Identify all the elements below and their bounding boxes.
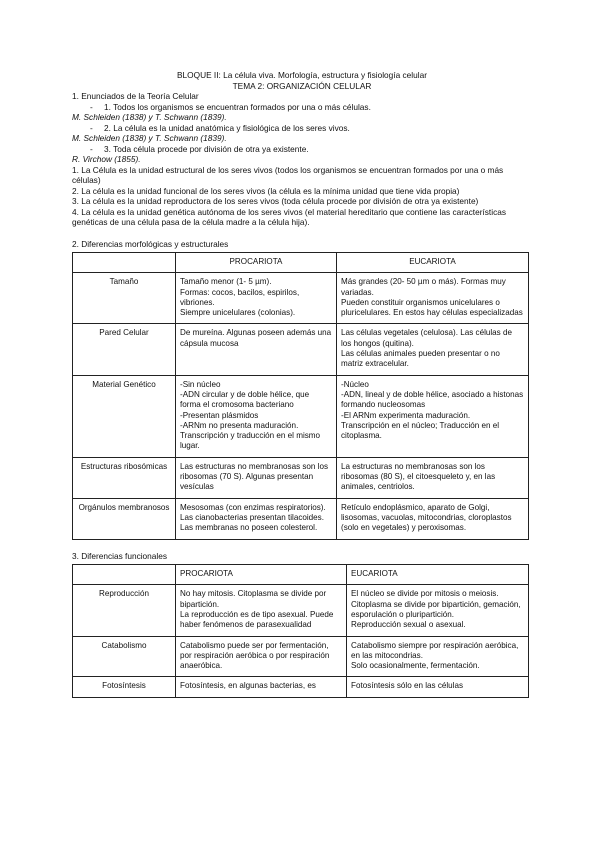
row-label: Fotosíntesis — [73, 677, 176, 697]
row-label: Orgánulos membranosos — [73, 498, 176, 539]
row-label: Tamaño — [73, 273, 176, 324]
table-row — [73, 636, 529, 677]
list-item — [72, 144, 532, 155]
table-row — [73, 677, 529, 697]
list-item-text: 2. La célula es la unidad anatómica y fisiológica de los seres vivos. — [104, 122, 350, 133]
paragraph: 4. La célula es la unidad genética autónoma de los seres vivos (el material hereditario que contiene las características genéticas de una célula pasa de la célula madre a la célula hija). — [72, 206, 506, 227]
document-subtitle: TEMA 2: ORGANIZACIÓN CELULAR — [232, 80, 372, 91]
table-header-row — [73, 253, 529, 273]
author-citation: M. Schleiden (1838) y T. Schwann (1839). — [72, 112, 227, 122]
eucariota-cell: Las células vegetales (celulosa). Las células de los hongos (quitina). Las células animales pueden presentar o no matriz extracelular. — [337, 324, 529, 375]
section2-heading: 2. Diferencias morfológicas y estructurales — [72, 238, 229, 249]
structural-differences-table — [72, 252, 529, 540]
list-item-text: 1. Todos los organismos se encuentran formados por una o más células. — [104, 101, 371, 112]
table-header-cell: PROCARIOTA — [176, 253, 337, 273]
eucariota-cell: Más grandes (20- 50 µm o más). Formas muy variadas. Pueden constituir organismos unicelulares o pluricelulares. En estos hay células especializadas — [337, 273, 529, 324]
procariota-cell: -Sin núcleo -ADN circular y de doble hélice, que forma el cromosoma bacteriano -Presentan plásmidos -ARNm no presenta maduración. Transcripción y traducción en el mismo lugar. — [176, 375, 337, 457]
table-row — [73, 273, 529, 324]
eucariota-cell: Catabolismo siempre por respiración aeróbica, en las mitocondrias. Solo ocasionalmente, fermentación. — [347, 636, 529, 677]
section3-heading: 3. Diferencias funcionales — [72, 550, 168, 561]
procariota-cell: Fotosíntesis, en algunas bacterias, es — [176, 677, 347, 697]
author-citation: R. Virchow (1855). — [72, 154, 141, 164]
procariota-cell: Mesosomas (con enzimas respiratorios). Las cianobacterias presentan tilacoides. Las membranas no poseen colesterol. — [176, 498, 337, 539]
table-header-cell — [73, 565, 176, 585]
table-row — [73, 498, 529, 539]
table-header-row — [73, 565, 529, 585]
eucariota-cell: La estructuras no membranosas son los ribosomas (80 S), el citoesqueleto y, en las animales, centriolos. — [337, 457, 529, 498]
table-header-cell: EUCARIOTA — [347, 565, 529, 585]
table-row — [73, 324, 529, 375]
procariota-cell: De mureína. Algunas poseen además una cápsula mucosa — [176, 324, 337, 375]
row-label: Material Genético — [73, 375, 176, 457]
table-header-cell: EUCARIOTA — [337, 253, 529, 273]
paragraph: 1. La Célula es la unidad estructural de los seres vivos (todos los organismos se encuentran formados por una o más células) — [72, 164, 504, 185]
row-label: Pared Celular — [73, 324, 176, 375]
document-page — [72, 70, 532, 698]
procariota-cell: Las estructuras no membranosas son los ribosomas (70 S). Algunas presentan vesículas — [176, 457, 337, 498]
table-header-cell — [73, 253, 176, 273]
author-citation: M. Schleiden (1838) y T. Schwann (1839). — [72, 133, 227, 143]
eucariota-cell: -Núcleo -ADN, lineal y de doble hélice, asociado a histonas formando nucleosomas -El ARNm experimenta maduración. Transcripción en el núcleo; Traducción en el citoplasma. — [337, 375, 529, 457]
bullet-dash: - — [90, 101, 93, 112]
table-row — [73, 457, 529, 498]
table-row — [73, 585, 529, 636]
section1-heading: 1. Enunciados de la Teoría Celular — [72, 91, 199, 101]
eucariota-cell: El núcleo se divide por mitosis o meiosis. Citoplasma se divide por bipartición, gemación, esporulación o pluripartición. Reproducción sexual o asexual. — [347, 585, 529, 636]
table-header-cell: PROCARIOTA — [176, 565, 347, 585]
list-item — [72, 102, 532, 113]
paragraph: 3. La célula es la unidad reproductora de los seres vivos (toda célula procede por división de otra ya existente) — [72, 196, 479, 206]
document-title: BLOQUE II: La célula viva. Morfología, estructura y fisiología celular — [177, 70, 427, 80]
row-label: Estructuras ribosómicas — [73, 457, 176, 498]
list-item-text: 3. Toda célula procede por división de otra ya existente. — [104, 143, 309, 154]
procariota-cell: Tamaño menor (1- 5 µm). Formas: cocos, bacilos, espirilos, vibriones. Siempre unicelulares (colonias). — [176, 273, 337, 324]
list-item — [72, 123, 532, 134]
functional-differences-table — [72, 564, 529, 698]
bullet-dash: - — [90, 122, 93, 133]
table-row — [73, 375, 529, 457]
eucariota-cell: Fotosíntesis sólo en las células — [347, 677, 529, 697]
row-label: Reproducción — [73, 585, 176, 636]
row-label: Catabolismo — [73, 636, 176, 677]
procariota-cell: No hay mitosis. Citoplasma se divide por bipartición. La reproducción es de tipo asexual. Puede haber fenómenos de parasexualidad — [176, 585, 347, 636]
paragraph: 2. La célula es la unidad funcional de los seres vivos (la célula es la mínima unidad que tiene vida propia) — [72, 185, 460, 196]
bullet-dash: - — [90, 143, 93, 154]
eucariota-cell: Retículo endoplásmico, aparato de Golgi, lisosomas, vacuolas, mitocondrias, cloroplastos (solo en vegetales) y peroxisomas. — [337, 498, 529, 539]
procariota-cell: Catabolismo puede ser por fermentación, por respiración aeróbica o por respiración anaeróbica. — [176, 636, 347, 677]
